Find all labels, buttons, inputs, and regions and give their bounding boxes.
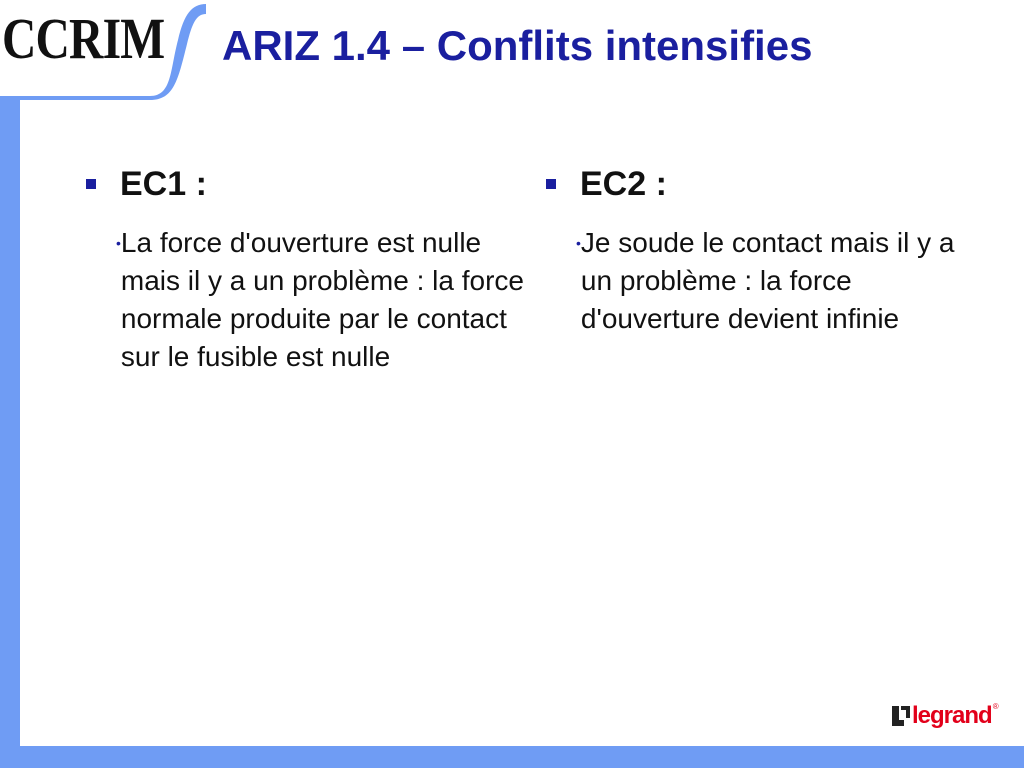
column-heading: EC2 : [580,164,667,203]
legrand-text: legrand [912,702,992,729]
dot-bullet-icon: • [116,235,121,251]
list-item [86,224,526,376]
left-frame-bar [0,96,20,768]
column-heading: EC1 : [120,164,207,203]
slide-title: ARIZ 1.4 – Conflits intensifies [222,22,813,69]
list-item-text: Je soude le contact mais il y a un problème : la force d'ouverture devient infinie [580,227,955,334]
registered-mark: ® [992,702,999,711]
ccrim-logo [0,0,206,100]
column-ec1 [86,162,526,376]
list-item-text: La force d'ouverture est nulle mais il y a un problème : la force normale produite par le contact sur le fusible est nulle [120,227,524,372]
column-ec2 [546,162,966,338]
dot-bullet-icon: • [576,235,581,251]
list-item [546,224,966,338]
bottom-frame-bar [0,746,1024,768]
heading-row [546,162,966,206]
square-bullet-icon [86,179,96,189]
heading-row [86,162,526,206]
legrand-mark-icon [892,706,910,726]
logo-text: CCRIM [2,6,165,71]
square-bullet-icon [546,179,556,189]
legrand-logo [892,702,999,730]
